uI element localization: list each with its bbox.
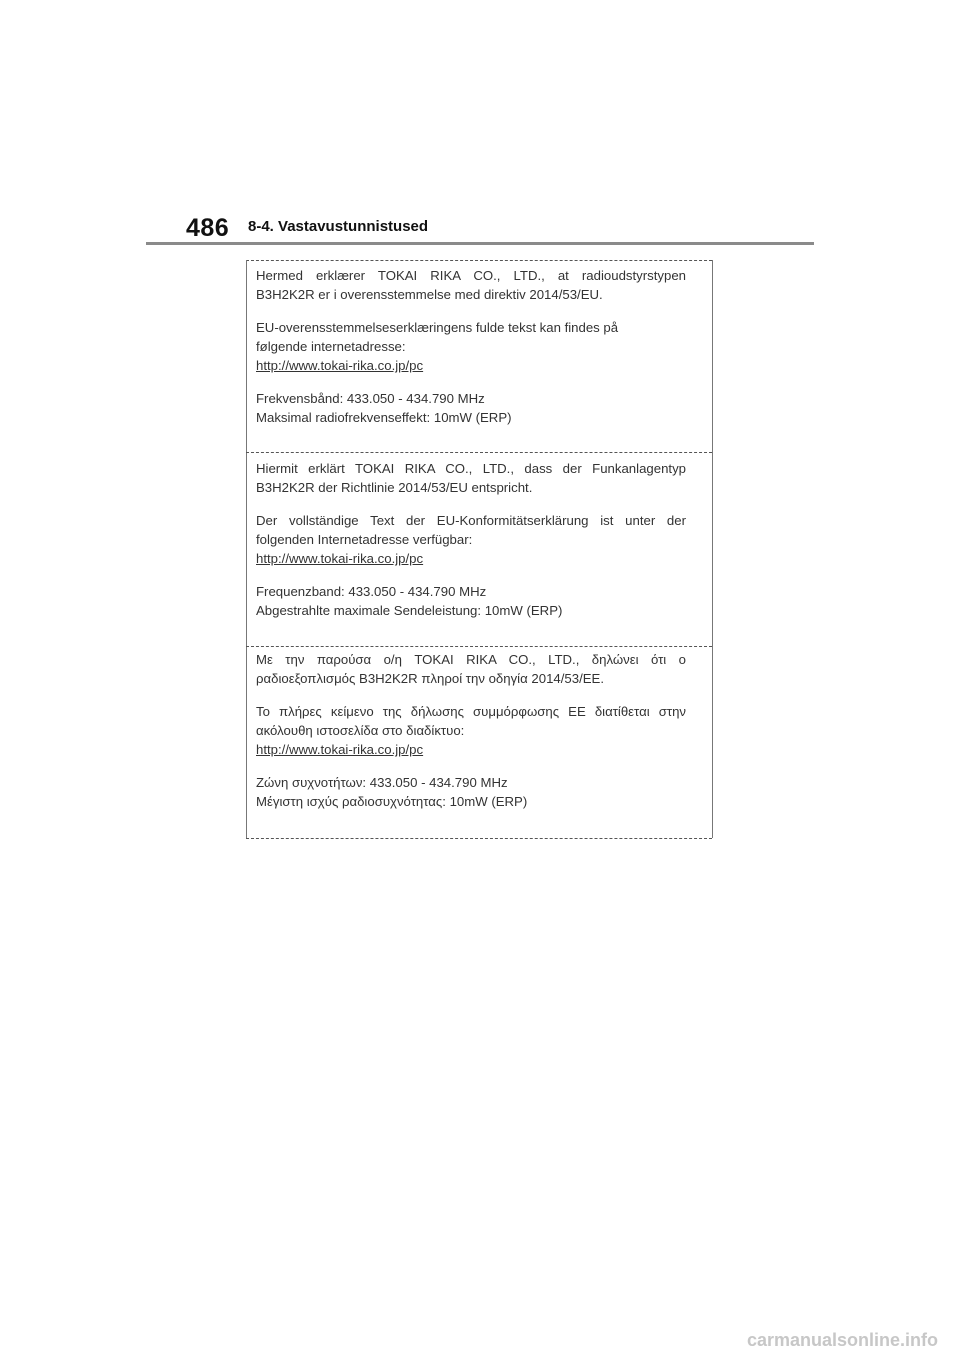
frame-left-border [246,260,247,838]
declaration-line: folgenden Internetadresse verfügbar: [256,532,473,547]
frame-bottom-border [246,838,712,839]
declaration-line: EU-overensstemmelseserklæringens fulde tekst kan findes på [256,320,619,335]
section-divider [246,452,712,453]
frame-top-border [246,260,712,261]
frame-right-border [712,260,713,838]
declaration-line: Der vollständige Text der EU-Konformitätserklärung ist unter der [256,513,686,528]
declaration-link[interactable]: http://www.tokai-rika.co.jp/pc [256,551,424,566]
declaration-line: B3H2K2R er i overensstemmelse med direktiv 2014/53/EU. [256,287,603,302]
declaration-line: følgende internetadresse: [256,339,406,354]
declaration-link[interactable]: http://www.tokai-rika.co.jp/pc [256,742,424,757]
declaration-link[interactable]: http://www.tokai-rika.co.jp/pc [256,358,424,373]
header-rule [146,242,814,245]
max-power: Maksimal radiofrekvenseffekt: 10mW (ERP) [256,410,512,425]
max-power: Μέγιστη ισχύς ραδιοσυχνότητας: 10mW (ERP) [256,794,528,809]
section-title: 8-4. Vastavustunnistused [248,218,429,235]
german-declaration [256,459,686,620]
declaration-line: Με την παρούσα ο/η TOKAI RIKA CO., LTD., δηλώνει ότι ο [256,652,686,667]
declaration-line: ραδιοεξοπλισμός B3H2K2R πληροί την οδηγία 2014/53/ΕΕ. [256,671,604,686]
declaration-scan [246,260,712,838]
danish-declaration [256,266,686,427]
site-watermark: carmanualsonline.info [746,1330,938,1350]
section-divider [246,646,712,647]
declaration-line: ακόλουθη ιστοσελίδα στο διαδίκτυο: [256,723,465,738]
declaration-line: Hiermit erklärt TOKAI RIKA CO., LTD., dass der Funkanlagentyp [256,461,686,476]
declaration-line: Hermed erklærer TOKAI RIKA CO., LTD., at radioudstyrstypen [256,268,686,283]
frequency-band: Frekvensbånd: 433.050 - 434.790 MHz [256,391,485,406]
greek-declaration [256,650,686,811]
max-power: Abgestrahlte maximale Sendeleistung: 10mW (ERP) [256,603,563,618]
declaration-line: Το πλήρες κείμενο της δήλωσης συμμόρφωσης ΕΕ διατίθεται στην [256,704,686,719]
frequency-band: Frequenzband: 433.050 - 434.790 MHz [256,584,487,599]
declaration-line: B3H2K2R der Richtlinie 2014/53/EU entspricht. [256,480,533,495]
page-number: 486 [186,214,230,242]
frequency-band: Ζώνη συχνοτήτων: 433.050 - 434.790 MHz [256,775,508,790]
